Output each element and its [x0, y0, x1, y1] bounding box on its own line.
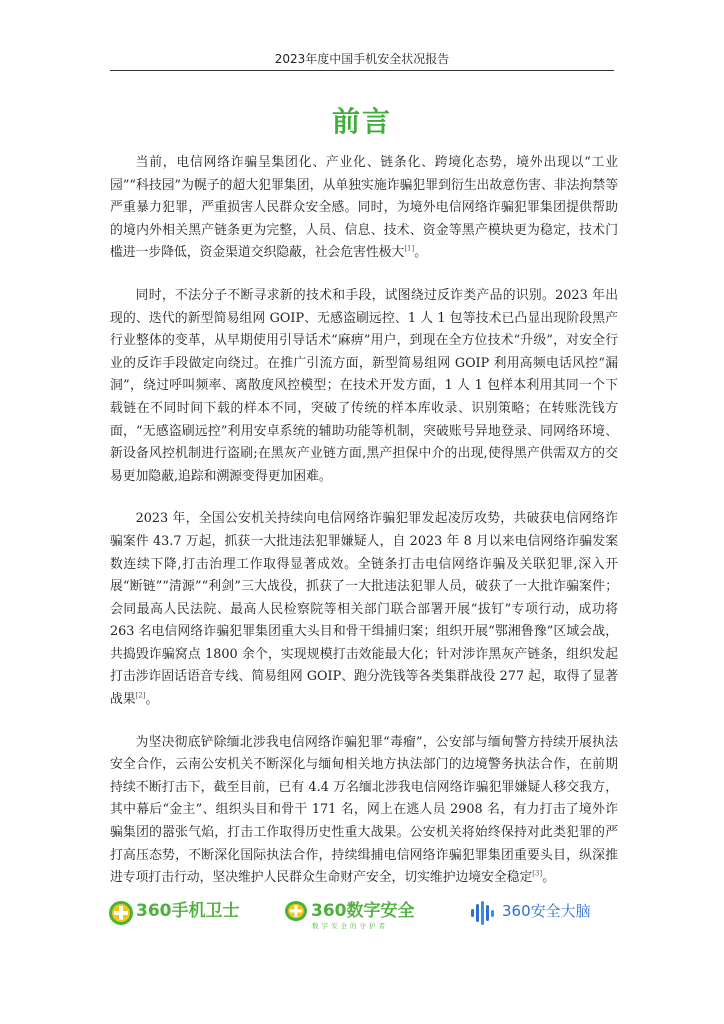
logo-360-security-brain-text: 360安全大脑	[502, 902, 591, 920]
brain-bars-icon	[470, 900, 498, 926]
paragraph: 当前，电信网络诈骗呈集团化、产业化、链条化、跨境化态势，境外出现以“工业园”“科技园”为幌子的超大犯罪集团，从单独实施诈骗犯罪到衍生出故意伤害、非法拘禁等严重暴力犯罪，严重损害人民群众安全感。同时，为境外电信网络诈骗犯罪集团提供帮助的境内外相关黑产链条更为完整，人员、信息、技术、资金等黑产模块更为稳定，技术门槛进一步降低，资金渠道交织隐蔽，社会危害性极大[1]。	[110, 155, 618, 261]
footnote-ref: [3]	[532, 869, 543, 878]
paragraph: 2023 年，全国公安机关持续向电信网络诈骗犯罪发起凌厉攻势，共破获电信网络诈骗案件 43.7 万起，抓获一大批违法犯罪嫌疑人，自 2023 年 8 月以来电信网络诈骗发案数连续下降,打击治理工作取得显著成效。全链条打击电信网络诈骗及关联犯罪,深入开展“断链”“清源”“利剑”三大战役，抓获了一大批违法犯罪人员，破获了一大批诈骗案件；会同最高人民法院、最高人民检察院等相关部门联合部署开展“拔钉”专项行动，成功将 263 名电信网络诈骗犯罪集团重大头目和骨干缉捕归案；组织开展“鄂湘鲁豫”区域会战，共捣毁诈骗窝点 1800 余个，实现规模打击效能最大化；针对涉诈黑灰产链条，组织发起打击涉诈固话语音专线、简易组网 GOIP、跑分洗钱等各类集群战役 277 起，取得了显著战果[2]。	[110, 511, 618, 708]
shield-plus-icon	[284, 900, 308, 922]
footnote-ref: [2]	[135, 691, 146, 700]
footnote-ref: [1]	[404, 245, 415, 254]
paragraph: 为坚决彻底铲除缅北涉我电信网络诈骗犯罪“毒瘤”，公安部与缅甸警方持续开展执法安全合作，云南公安机关不断深化与缅甸相关地方执法部门的边境警务执法合作，在前期持续不断打击下，截至目前，已有 4.4 万名缅北涉我电信网络诈骗犯罪嫌疑人移交我方，其中幕后“金主”、组织头目和骨干 171 名，网上在逃人员 2908 名，有力打击了境外诈骗集团的嚣张气焰，打击工作取得历史性重大战果。公安机关将始终保持对此类犯罪的严打高压态势，不断深化国际执法合作，持续缉捕电信网络诈骗犯罪集团重要头目，纵深推进专项打击行动，坚决维护人民群众生命财产安全，切实维护边境安全稳定[3]。	[110, 734, 618, 886]
logo-360-digital-security	[284, 900, 415, 936]
logo-360-mobile-guard-text: 360手机卫士	[136, 901, 240, 921]
logo-360-security-brain	[470, 900, 591, 936]
body-text	[110, 152, 618, 910]
report-header	[110, 48, 614, 71]
footer-logos	[108, 900, 618, 940]
logo-360-mobile-guard	[108, 900, 240, 936]
logo-360-digital-security-text: 360数字安全	[311, 901, 415, 921]
shield-plus-icon	[108, 900, 134, 926]
page-title: 前言	[331, 105, 392, 138]
report-header-title: 2023年度中国手机安全状况报告	[274, 52, 450, 66]
logo-slogan: 数字安全的守护者	[312, 922, 388, 930]
paragraph: 同时，不法分子不断寻求新的技术和手段，试图绕过反诈类产品的识别。2023 年出现的、迭代的新型简易组网 GOIP、无感盗刷远控、1 人 1 包等技术已凸显出现阶段黑产行业整体的变革，从早期使用引导话术“麻痹”用户，到现在全方位技术“升级”，对安全行业的反诈手段做定向绕过。在推广引流方面，新型简易组网 GOIP 利用高频电话风控“漏洞”，绕过呼叫频率、离散度风控模型；在技术开发方面，1 人 1 包样本利用其同一个下载链在不同时间下载的样本不同，突破了传统的样本库收录、识别策略；在转账洗钱方面，“无感盗刷远控”利用安卓系统的辅助功能等机制，突破账号异地登录、同网络环境、新设备风控机制进行盗刷;在黑灰产业链方面,黑产担保中介的出现,使得黑产供需双方的交易更加隐蔽,追踪和溯源变得更加困难。	[110, 287, 618, 484]
